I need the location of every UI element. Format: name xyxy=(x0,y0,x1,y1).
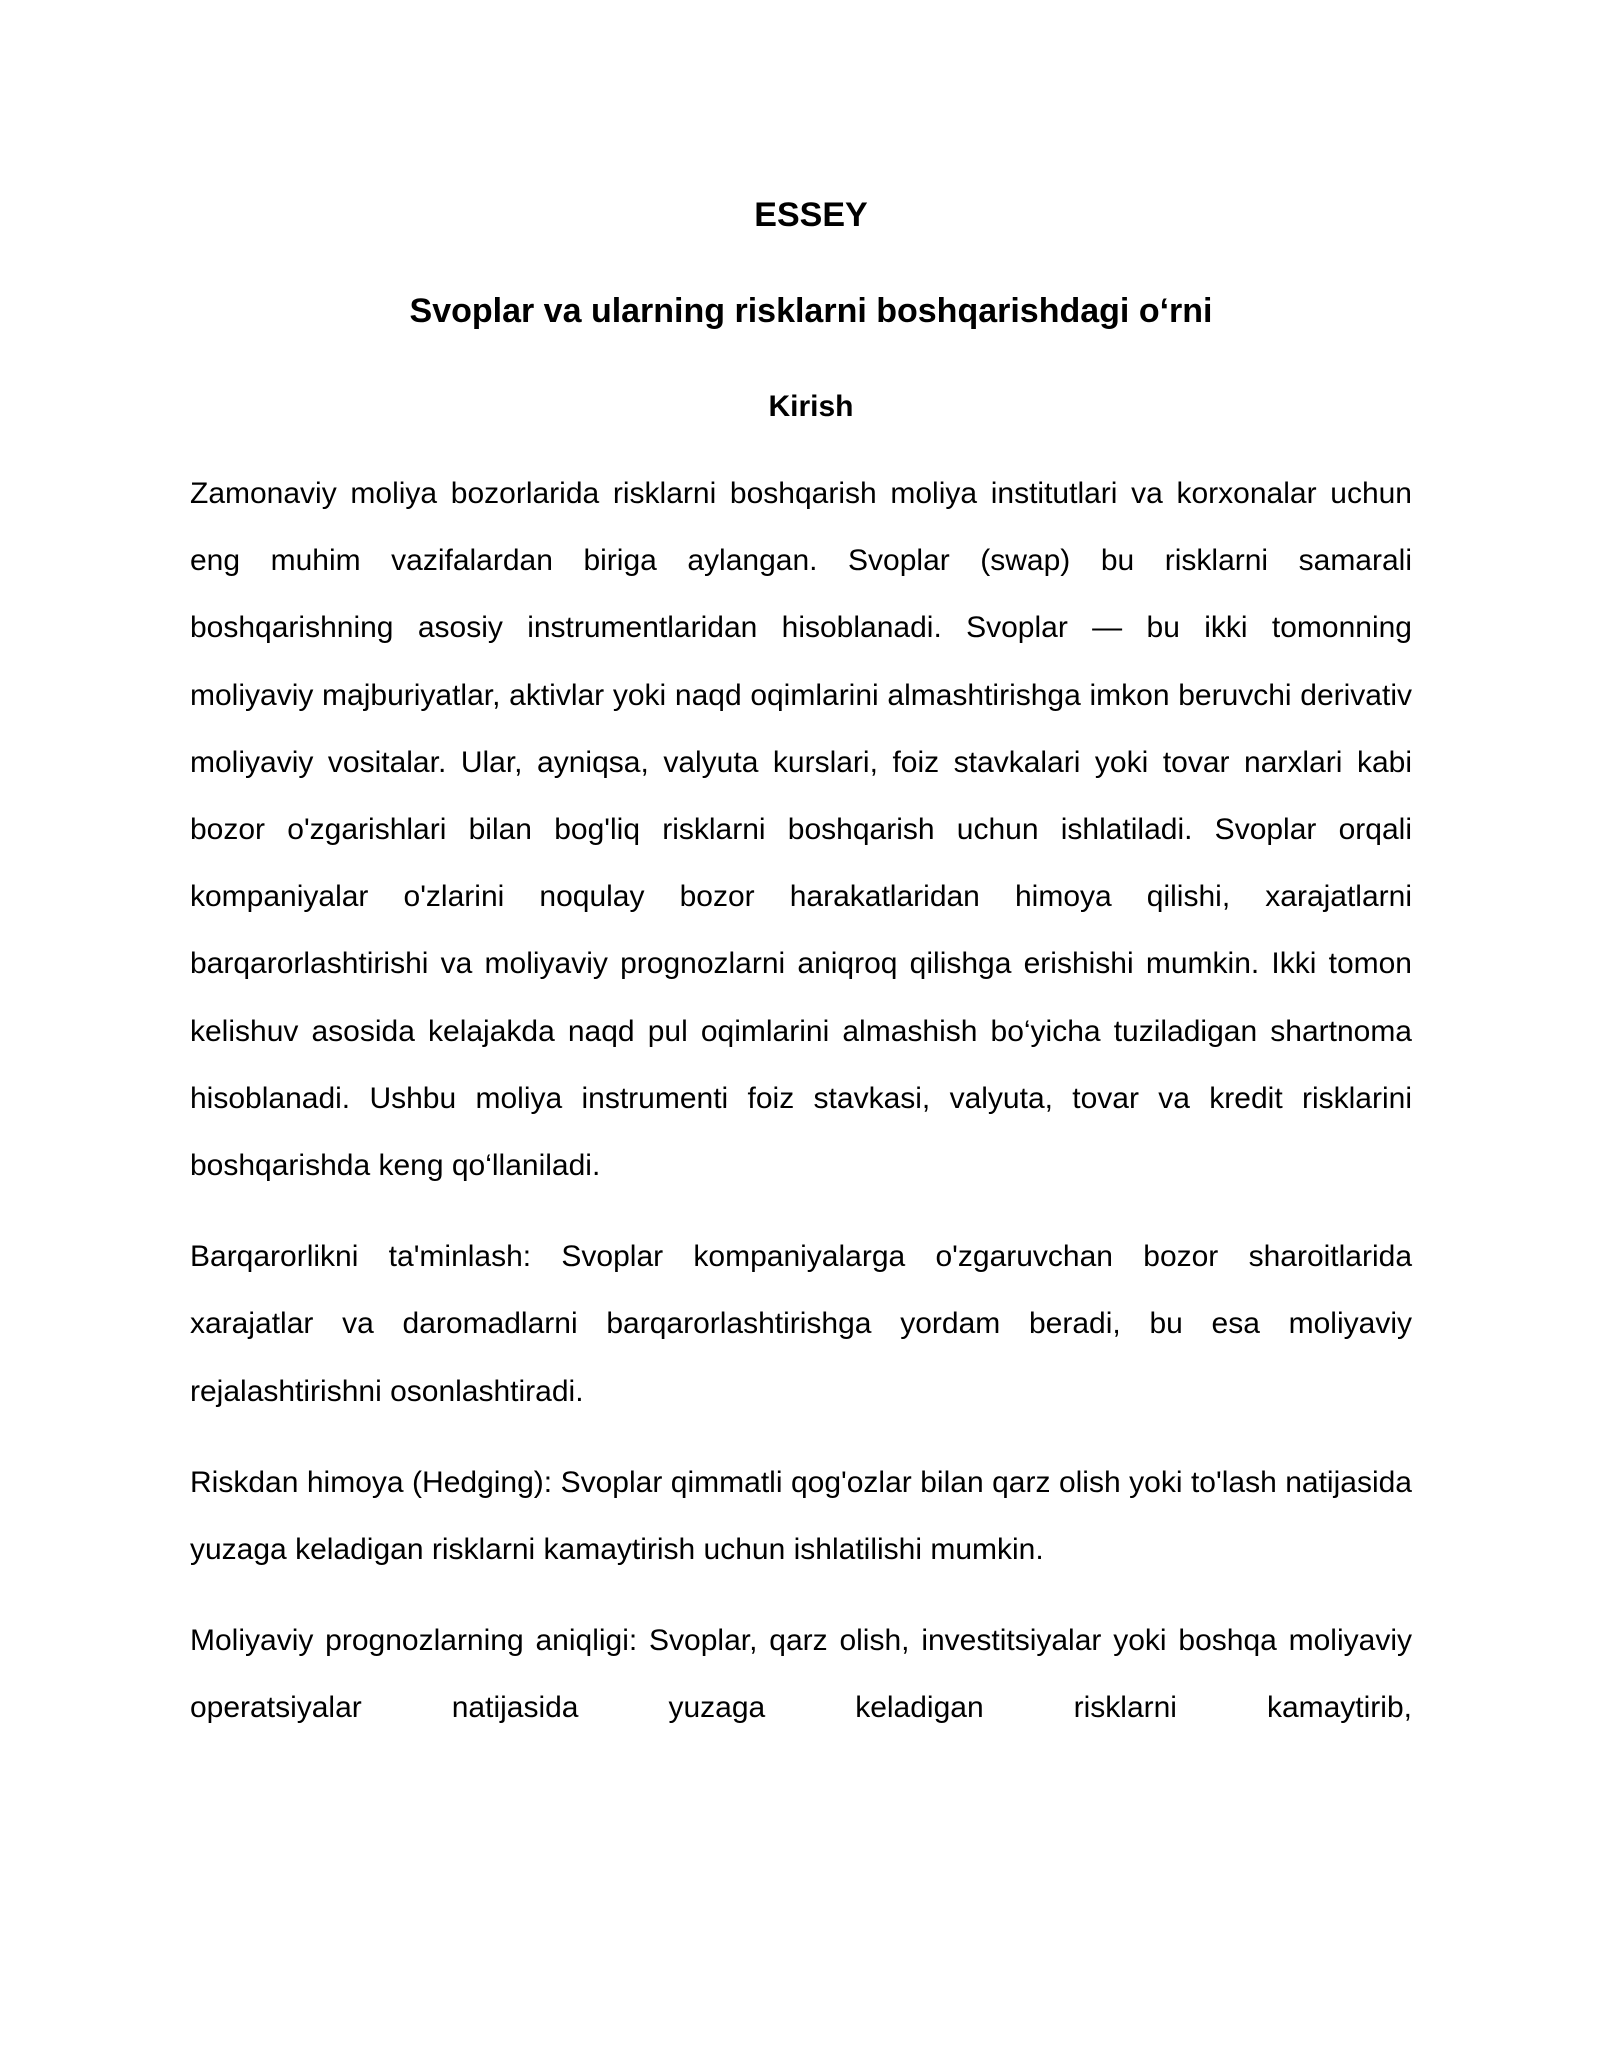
paragraph-intro: Zamonaviy moliya bozorlarida risklarni boshqarish moliya institutlari va korxonalar uchun eng muhim vazifalardan biriga aylangan. Svoplar (swap) bu risklarni samarali boshqarishning asosiy instrumentlaridan hisoblanadi. Svoplar — bu ikki tomonning moliyaviy majburiyatlar, aktivlar yoki naqd oqimlarini almashtirishga imkon beruvchi derivativ moliyaviy vositalar. Ular, ayniqsa, valyuta kurslari, foiz stavkalari yoki tovar narxlari kabi bozor o'zgarishlari bilan bog'liq risklarni boshqarish uchun ishlatiladi. Svoplar orqali kompaniyalar o'zlarini noqulay bozor harakatlaridan himoya qilishi, xarajatlarni barqarorlashtirishi va moliyaviy prognozlarni aniqroq qilishga erishishi mumkin. Ikki tomon kelishuv asosida kelajakda naqd pul oqimlarini almashish bo‘yicha tuziladigan shartnoma hisoblanadi. Ushbu moliya instrumenti foiz stavkasi, valyuta, tovar va kredit risklarini boshqarishda keng qo‘llaniladi. xyxy=(190,477,1412,1183)
document-body xyxy=(190,190,1412,1766)
document-title: ESSEY xyxy=(754,196,868,234)
paragraph-forecast-accuracy: Moliyaviy prognozlarning aniqligi: Svoplar, qarz olish, investitsiyalar yoki boshqa moliyaviy operatsiyalar natijasida yuzaga keladigan risklarni kamaytirib, xyxy=(190,1624,1412,1725)
paragraph-stability: Barqarorlikni ta'minlash: Svoplar kompaniyalarga o'zgaruvchan bozor sharoitlarida xarajatlar va daromadlarni barqarorlashtirishga yordam beradi, bu esa moliyaviy rejalashtirishni osonlashtiradi. xyxy=(190,1240,1412,1408)
section-heading: Kirish xyxy=(768,390,854,423)
document-subtitle: Svoplar va ularning risklarni boshqarishdagi o‘rni xyxy=(409,292,1213,330)
paragraph-hedging: Riskdan himoya (Hedging): Svoplar qimmatli qog'ozlar bilan qarz olish yoki to'lash natijasida yuzaga keladigan risklarni kamaytirish uchun ishlatilishi mumkin. xyxy=(190,1465,1412,1567)
